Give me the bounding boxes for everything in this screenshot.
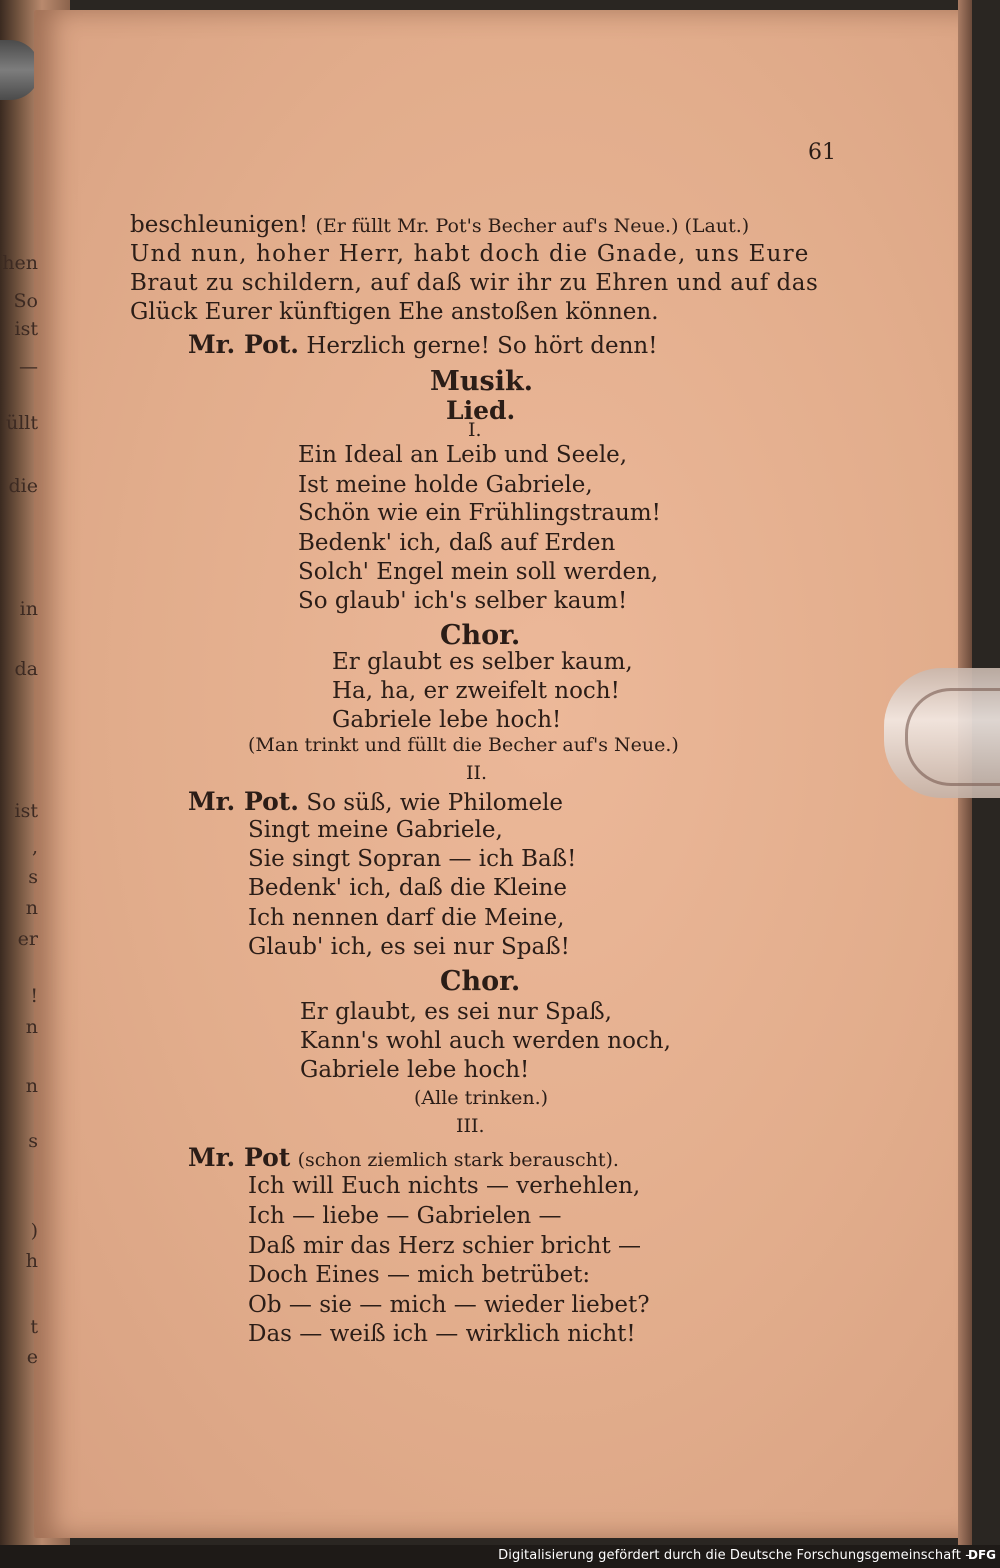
prev-fragment: ist: [14, 318, 38, 340]
prev-fragment: ist: [14, 800, 38, 822]
bookmark-tab-hole: [905, 688, 1000, 786]
chor-line: Gabriele lebe hoch!: [332, 707, 562, 733]
verse-line: Doch Eines — mich betrübet:: [248, 1262, 591, 1288]
prev-fragment: in: [19, 598, 38, 620]
prev-fragment: die: [8, 475, 38, 497]
prev-fragment: n: [25, 1016, 38, 1038]
prev-fragment: s: [28, 866, 38, 888]
chor-line: Ha, ha, er zweifelt noch!: [332, 678, 620, 704]
chor-line: Er glaubt, es sei nur Spaß,: [300, 999, 612, 1025]
verse-line: Daß mir das Herz schier bricht —: [248, 1233, 642, 1259]
verse-line: So süß, wie Philomele: [306, 790, 564, 816]
chor-line: Gabriele lebe hoch!: [300, 1057, 530, 1083]
speaker-name: Mr. Pot: [188, 1143, 291, 1172]
stage-direction: (Alle trinken.): [414, 1087, 549, 1109]
prev-fragment: s: [28, 1130, 38, 1152]
prev-fragment: ): [30, 1220, 38, 1242]
verse-numeral: III.: [456, 1115, 485, 1137]
chor-line: Kann's wohl auch werden noch,: [300, 1028, 671, 1054]
speaker-line: [188, 330, 657, 359]
prev-fragment: hen: [2, 252, 38, 274]
verse-line: Glaub' ich, es sei nur Spaß!: [248, 934, 570, 960]
prev-fragment: n: [25, 1075, 38, 1097]
spoken-text: Herzlich gerne! So hört denn!: [306, 333, 658, 359]
chor-line: Er glaubt es selber kaum,: [332, 649, 633, 675]
prev-fragment: da: [14, 658, 38, 680]
verse-line: Ich will Euch nichts — verhehlen,: [248, 1173, 641, 1199]
chor-heading: Chor.: [440, 620, 521, 651]
verse-line: Ein Ideal an Leib und Seele,: [298, 442, 628, 468]
prev-fragment: er: [17, 928, 38, 950]
speaker-line: [188, 787, 563, 816]
verse-line: Ich — liebe — Gabrielen —: [248, 1203, 562, 1229]
verse-line: Sie singt Sopran — ich Baß!: [248, 846, 577, 872]
speaker-name: Mr. Pot.: [188, 787, 300, 816]
prev-fragment: !: [30, 985, 38, 1007]
speaker-line: [188, 1143, 619, 1172]
heading-lied: Lied.: [446, 396, 516, 425]
dfg-logo-icon: DFG: [967, 1548, 996, 1562]
prev-fragment: n: [25, 897, 38, 919]
verse-line: Ob — sie — mich — wieder liebet?: [248, 1292, 650, 1318]
page-number: 61: [808, 140, 836, 165]
stage-direction: (Er füllt Mr. Pot's Becher auf's Neue.) (Laut.): [315, 215, 750, 237]
prev-fragment: ,: [31, 836, 38, 858]
prose-line: Und nun, hoher Herr, habt doch die Gnade, uns Eure: [130, 241, 810, 267]
prev-fragment: e: [26, 1346, 38, 1368]
verse-line: Das — weiß ich — wirklich nicht!: [248, 1321, 636, 1347]
footer-credit: Digitalisierung gefördert durch die Deutsche Forschungsgemeinschaft -: [498, 1548, 970, 1563]
verse-numeral: I.: [468, 419, 482, 441]
verse-line: Bedenk' ich, daß die Kleine: [248, 875, 567, 901]
speaker-name: Mr. Pot.: [188, 330, 300, 359]
prose-line: [130, 212, 749, 238]
verse-numeral: II.: [466, 762, 488, 784]
stage-direction: (Man trinkt und füllt die Becher auf's Neue.): [248, 734, 679, 756]
verse-line: Solch' Engel mein soll werden,: [298, 559, 659, 585]
prose-line: Braut zu schildern, auf daß wir ihr zu Ehren und auf das: [130, 270, 819, 296]
prose-line: Glück Eurer künftigen Ehe anstoßen können.: [130, 299, 659, 325]
chor-heading: Chor.: [440, 966, 521, 997]
verse-line: Ist meine holde Gabriele,: [298, 472, 593, 498]
heading-musik: Musik.: [430, 366, 534, 397]
prose-text: beschleunigen!: [130, 212, 309, 238]
prev-fragment: üllt: [5, 412, 38, 434]
verse-line: Ich nennen darf die Meine,: [248, 905, 565, 931]
verse-line: So glaub' ich's selber kaum!: [298, 588, 628, 614]
prev-fragment: h: [25, 1250, 38, 1272]
verse-line: Schön wie ein Frühlingstraum!: [298, 500, 661, 526]
stage-direction: (schon ziemlich stark berauscht).: [297, 1149, 619, 1171]
verse-line: Singt meine Gabriele,: [248, 817, 503, 843]
verse-line: Bedenk' ich, daß auf Erden: [298, 530, 616, 556]
prev-fragment: —: [19, 356, 38, 378]
prev-fragment: So: [13, 290, 38, 312]
prev-fragment: t: [30, 1316, 38, 1338]
